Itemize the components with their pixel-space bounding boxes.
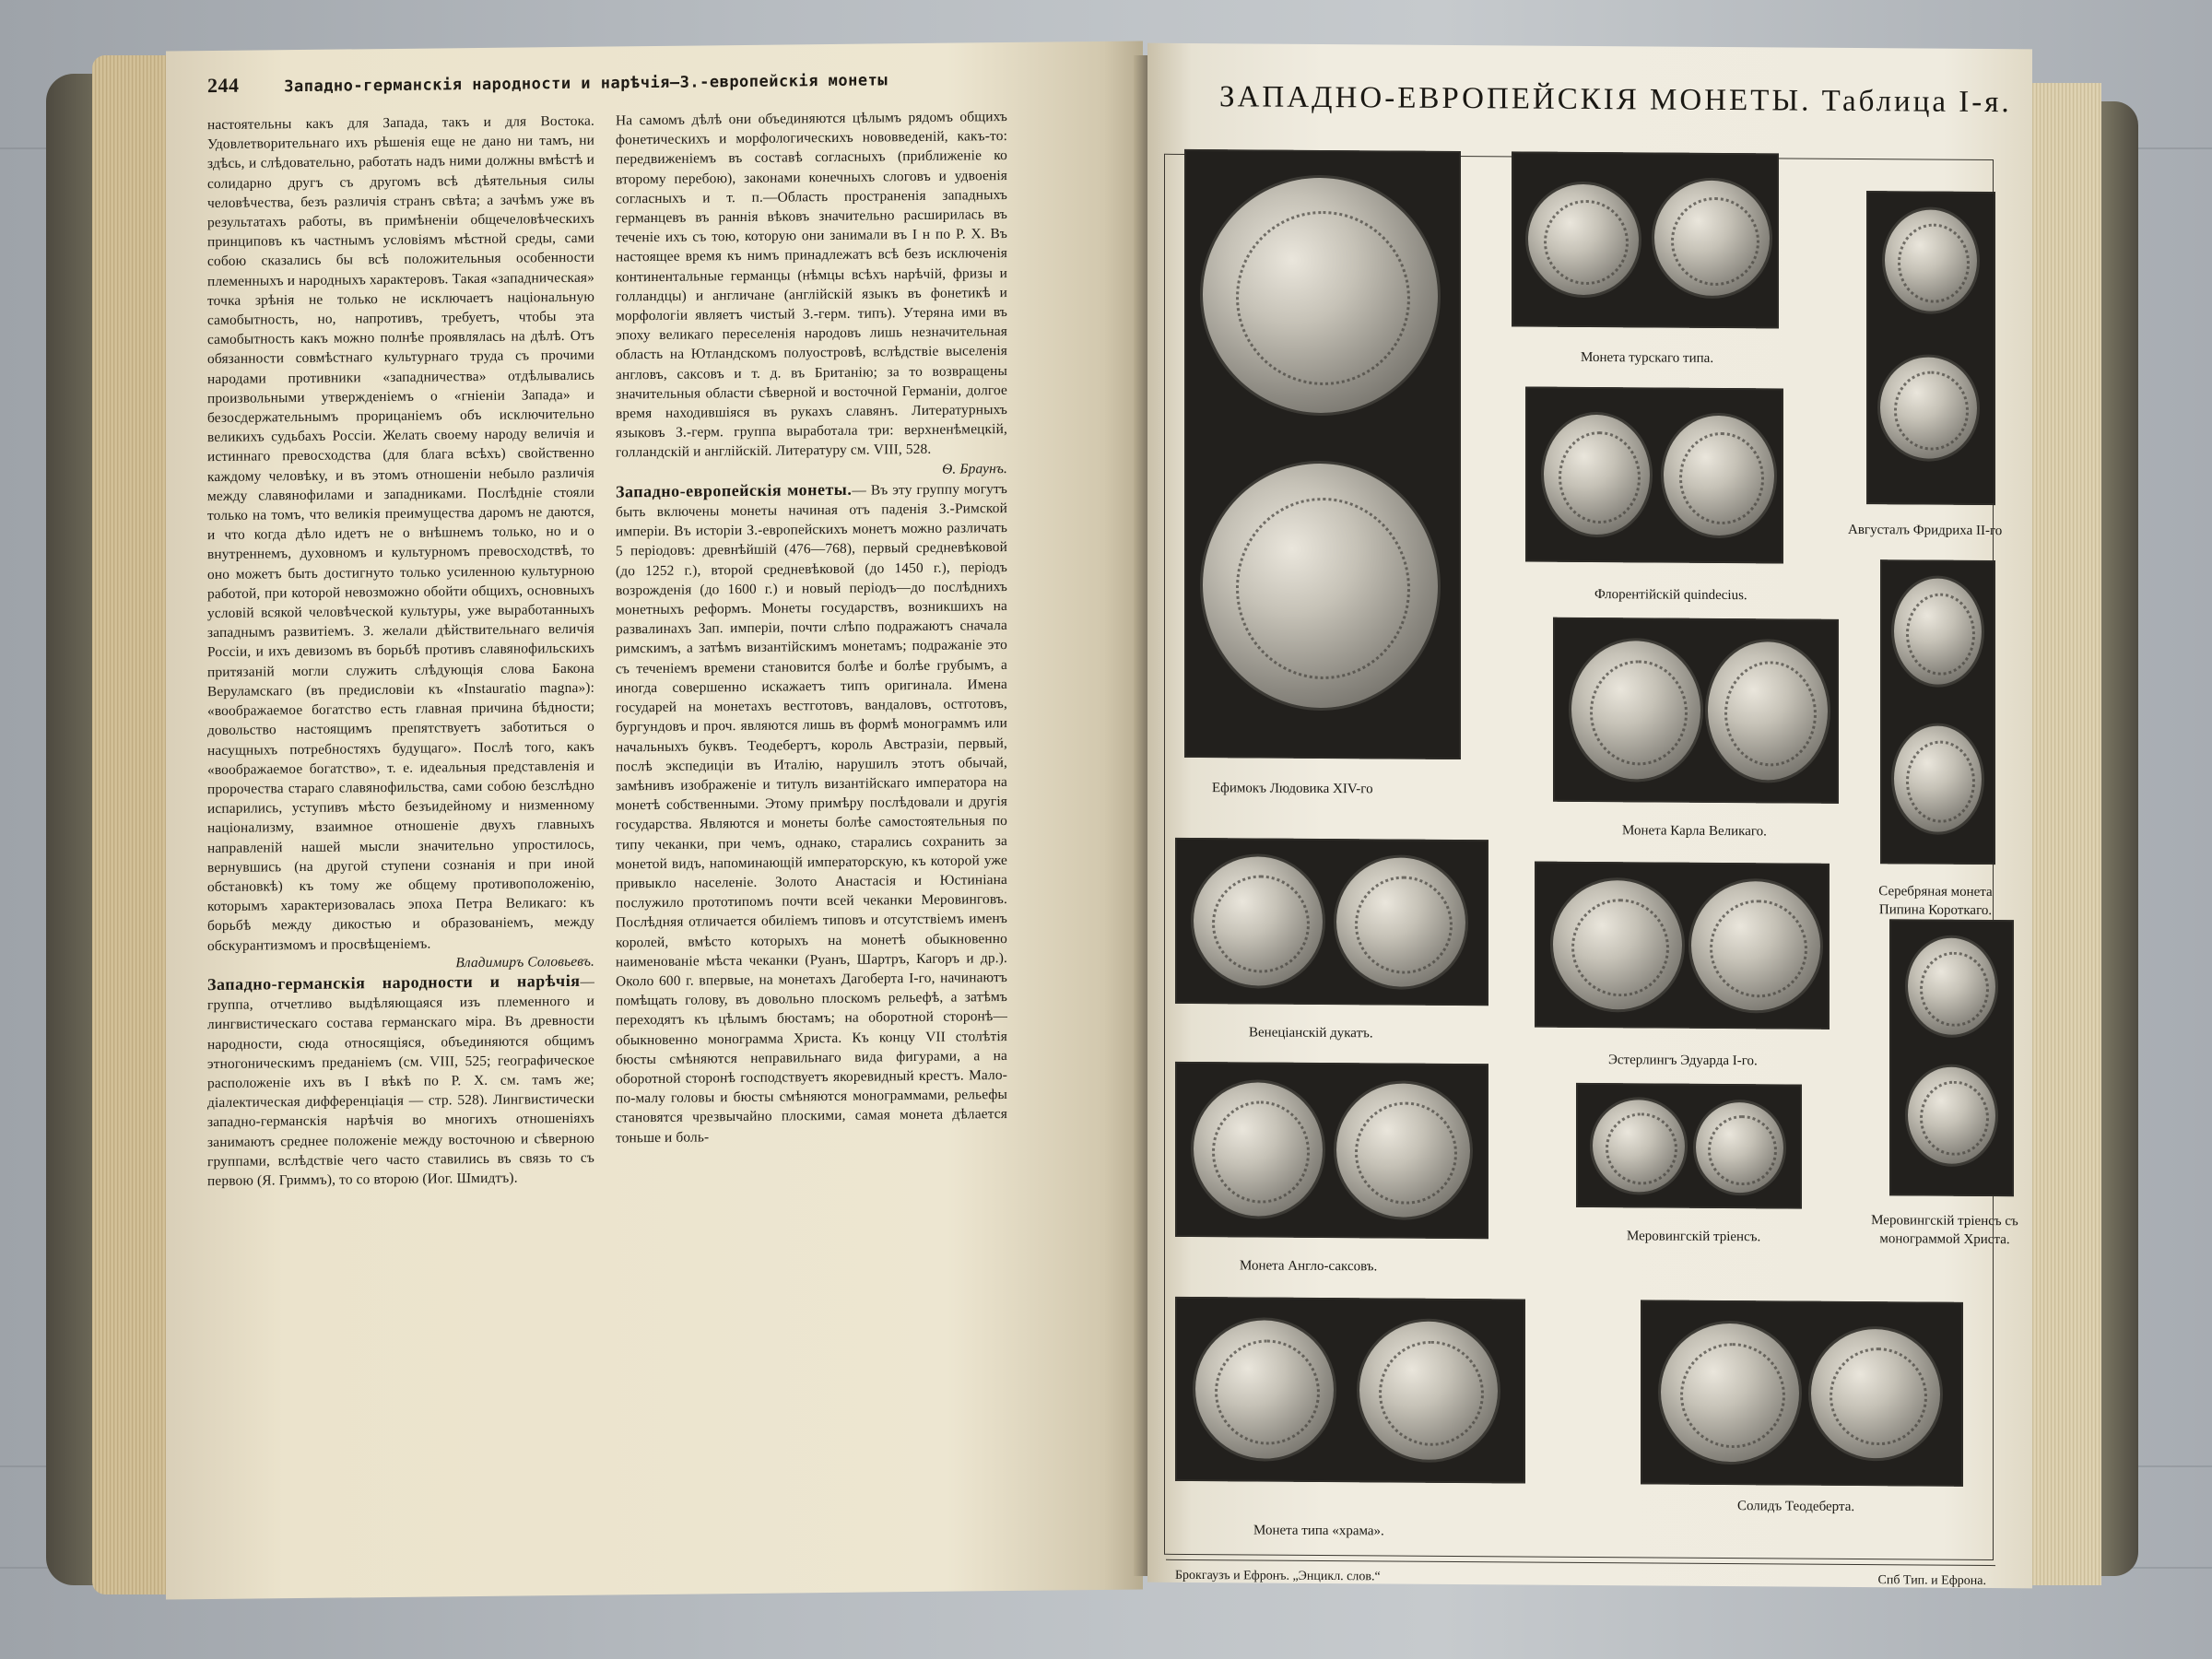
coin-plate-merov	[1576, 1083, 1802, 1209]
coin-image	[1708, 641, 1828, 781]
coin-image	[1661, 1324, 1799, 1463]
coin-plate-avgustal	[1866, 191, 1995, 505]
footer-publisher: Брокгаузъ и Ефронъ. „Энцикл. слов.“	[1175, 1568, 1381, 1584]
caption: Меровингскій тріенсъ.	[1627, 1229, 1761, 1245]
coin-image	[1195, 1320, 1334, 1459]
footer-rule	[1166, 1559, 1995, 1566]
coin-image	[1336, 857, 1465, 987]
coin-image	[1593, 1100, 1685, 1193]
paragraph: настоятельны какъ для Запада, такъ и для Востока. Удовлетворительнаго ихъ рѣшенія еще не дано ни тамъ, ни здѣсь, и слѣдовательно, работать надъ ними должны вмѣстѣ и солидарно другъ съ другомъ всѣ дѣятельныя силы человѣчества, безъ различія странъ свѣта; а зачѣмъ уже въ результатахъ работы, въ примѣненіи общечеловѣческихъ принциповъ къ частнымъ условіямъ мѣстной среды, сами собою сказались бы всѣ положительныя особенности племенныхъ и народныхъ характеровъ. Такая «западническая» точка зрѣнія не только не исключаетъ національную самобытность, но, напротивъ, требуетъ, чтобы эта самобытность какъ можно полнѣе проявлялась на дѣлѣ. Отъ обязанности совмѣстнаго культурнаго труда съ прочими народами противники «западничества» отдѣлывались произвольными утвержденіемъ о «гніеніи Запада» и безосдержательнымъ прорицаніемъ объ исключительно великихъ судьбахъ Россіи. Желать своему народу величія и истиннаго превосходства (для блага всѣхъ) свойственно каждому человѣку, и въ этомъ отношеніи небыло различія между славянофилами и западниками. Послѣдніе стояли только на томъ, что великія преимущества даромъ не даются, и что когда дѣло идетъ не о внѣшнемъ только, но и о внутреннемъ, духовномъ и культурномъ превосходствѣ, то оно можетъ быть достигнуто только усиленною культурною работой, при которой невозможно обойти общихъ, основныхъ условій всякой человѣческой культуры, уже выработанныхъ западнымъ развитіемъ. З. желали дѣйствительнаго величія Россіи, и ихъ девизомъ въ борьбѣ противъ славянофильскихъ притязаній могли служить слѣдующія слова Бакона Веруламскаго (въ предисловіи къ «Instauratio magna»): «воображаемое богатство есть главная причина бѣдности; довольство настоящимъ препятствуетъ заботиться о насущныхъ потребностяхъ будущаго». Послѣ того, какъ «воображаемое богатство», т. е. идеальныя представленія и пророчества стараго славянофильства, сами собою безслѣдно испарились, уступивъ мѣсто безъидейному и низменному націонализму, взаимное отношеніе двухъ главныхъ направленій нашей мысли значительно упростилось, вернувшись (на другой ступени сознанія и при иной обстановкѣ) къ тому же общему противоположенію, которымъ характеризовалась эпоха Петра Великаго: къ борьбѣ между дикостью и образованіемъ, между обскурантизмомъ и просвѣщеніемъ.	[207, 112, 594, 954]
signature: Владимиръ Соловьевъ.	[455, 953, 594, 971]
coin-image	[1203, 177, 1438, 414]
coin-image	[1194, 1082, 1323, 1217]
coin-image	[1553, 880, 1682, 1010]
coin-plate-pipin	[1880, 559, 1995, 865]
coin-image	[1528, 184, 1639, 296]
coin-image	[1194, 856, 1323, 986]
right-page	[1147, 43, 2032, 1589]
open-book	[46, 18, 2138, 1618]
caption: Монета Англо-саксовъ.	[1240, 1258, 1378, 1275]
coin-plate-karl	[1553, 618, 1839, 804]
article-text: — Въ эту группу могутъ быть включены монеты начиная отъ паденія З.-Римской имперіи. Въ исторіи З.-европейскихъ монетъ можно различать 5 періодовъ: древнѣйшій (476—768), первый средневѣковой (до 1252 г.), второй средневѣковой (до 1450 г.), періодъ возрожденія (до 1600 г.) и новый періодъ—до послѣднихъ монетныхъ реформъ. Монеты государствъ, возникшихъ на развалинахъ Зап. имперіи, почти слѣпо подражаютъ сначала римскимъ, а затѣмъ византійскимъ монетамъ; подражаніе это съ теченіемъ времени становится болѣе и болѣе грубымъ, а иногда совершенно искажаетъ типъ оригинала. Имена государей на монетахъ вестготовъ, вандаловъ, остготовъ, бургундовъ и проч. являются лишь въ формѣ монограммъ или начальныхъ буквъ. Теодебертъ, король Австразіи, первый, послѣ экспедиціи въ Италію, нарушилъ этотъ обычай, замѣнивъ изображеніе и титулъ византійскаго императора на монетѣ собственными. Этому примѣру послѣдовали и другія государства. Являются и монеты болѣе самостоятельныя по типу чеканки, при чемъ, однако, старались сохранить за монетой видъ, напоминающій императорскую, къ которой уже привыкло населеніе. Золото Анастасія и Юстиніана послужило прототипомъ почти всей чеканки Меровинговъ. Послѣдняя отличается обиліемъ типовъ и отсутствіемъ именъ королей, вмѣсто которыхъ на монетѣ обыкновенно наименованіе мѣста чеканки (Руанъ, Шартръ, Кагоръ и др.). Около 600 г. впервые, на монетахъ Дагоберта I-го, начинаютъ помѣщать голову, въ довольно плоскомъ рельефѣ, а затѣмъ переходятъ къ цѣлымъ бюстамъ; на оборотной сторонѣ—обыкновенно монограмма Христа. Къ концу VII столѣтія бюсты смѣняются неправильнаго вида фигурами, а на оборотной сторонѣ господствуетъ якоревидный крестъ. Мало-по-малу головы и бюсты смѣняются монограммами, рельефы становятся чрезвычайно плоскими, самая монета дѣлается тоньше и боль-	[616, 480, 1007, 1147]
coin-image	[1359, 1321, 1498, 1460]
caption: Августалъ Фридриха II-го	[1848, 522, 2003, 539]
coin-image	[1336, 1083, 1470, 1218]
page-edges-left	[92, 55, 175, 1594]
text-column-1	[207, 112, 594, 1562]
caption: Монета типа «храма».	[1253, 1523, 1384, 1539]
caption: Серебряная монета Пипина Короткаго.	[1878, 884, 1993, 919]
coin-image	[1691, 881, 1820, 1011]
caption: Флорентійскій quindecius.	[1594, 587, 1747, 604]
coin-image	[1664, 416, 1774, 536]
coin-plate-hram	[1175, 1297, 1525, 1484]
coin-image	[1811, 1329, 1940, 1459]
coin-plate-louis	[1184, 149, 1461, 759]
coin-plate-esterling	[1535, 862, 1830, 1030]
coin-image	[1696, 1102, 1783, 1194]
left-page	[166, 41, 1143, 1599]
caption: Эстерлингъ Эдуарда I-го.	[1608, 1053, 1758, 1069]
coin-image	[1908, 1066, 1995, 1164]
footer-printer: Спб Тип. и Ефрона.	[1877, 1573, 1986, 1589]
caption: Монета турскаго типа.	[1581, 349, 1714, 366]
caption: Монета Карла Великаго.	[1622, 823, 1767, 840]
article-text: — группа, отчетливо выдѣляющаяся изъ племенного и лингвистическаго состава германскаго міра. Въ древности народности, сюда относящіяся, объединяются общимъ этногоническимъ преданіемъ (см. VIII, 525; географическое расположеніе ихъ въ I вѣкѣ по Р. Х. см. тамъ же; діалектическая дифференціація — стр. 528). Лингвистически западно-германскія нарѣчія во многихъ отношеніяхъ занимаютъ среднее положеніе между восточною и сѣверною группами, вслѣдствіе чего часто ставились въ связь то съ первою (Я. Гриммъ), то со второю (Иог. Шмидтъ).	[207, 973, 594, 1190]
coin-image	[1654, 180, 1770, 296]
coin-image	[1880, 357, 1977, 459]
caption: Солидъ Теодеберта.	[1737, 1499, 1855, 1515]
page-number: 244	[207, 73, 240, 98]
coin-plate-merov-mono	[1889, 919, 2014, 1196]
coin-plate-venice	[1175, 838, 1488, 1006]
coin-image	[1908, 937, 1995, 1035]
coin-image	[1885, 209, 1977, 312]
signature: Ѳ. Браунъ.	[942, 460, 1007, 477]
coin-plate-anglo	[1175, 1062, 1488, 1239]
plate-title: ЗАПАДНО-ЕВРОПЕЙСКІЯ МОНЕТЫ. Таблица I-я.	[1219, 80, 2012, 120]
running-head	[207, 65, 963, 98]
coin-plate-turskago	[1512, 151, 1779, 328]
paragraph: На самомъ дѣлѣ они объединяются цѣлымъ рядомъ общихъ фонетическихъ и морфологическихъ нововведеній, какъ-то: передвиженіемъ въ составѣ согласныхъ (приближеніе ко второму перебою), законами конечныхъ слоговъ и удвоенія согласныхъ и т. п.—Область пространенія западныхъ германцевъ въ раннія вѣковъ значительно расширилась въ теченіе ихъ съ тою, которую они занимали въ I н по Р. Х. Въ настоящее время къ нимъ принадлежатъ всѣ безъ исключенія континентальные германцы (нѣмцы всѣхъ нарѣчій, фризы и голландцы) и англичане (англійскій языкъ въ фонетикѣ и морфологіи являетъ чистый З.-герм. типъ). Утерянa ими въ эпоху великаго переселенія народовъ лишь незначительная область на Ютландскомъ полуостровѣ, вслѣдствіе выселенія англовъ, саксовъ и т. д. въ Британію; за то возвращены значительныя области сѣверной и восточной Германіи, долгое время находившіяся въ рукахъ славянъ. Литературныхъ языковъ З.-герм. группа выработала три: верхненѣмецкій, голландскій и англійскій. Литературу см. VIII, 528.	[616, 108, 1007, 461]
caption: Меровингскій тріенсъ съ монограммой Христа.	[1871, 1213, 2018, 1248]
coin-image	[1894, 725, 1982, 832]
caption: Венеціанскій дукатъ.	[1249, 1025, 1373, 1041]
coin-image	[1544, 415, 1650, 535]
article-heading: Западно-европейскія монеты.	[616, 479, 853, 501]
article-heading: Западно-германскія народности и нарѣчія	[207, 971, 581, 994]
text-column-2	[616, 107, 1007, 1558]
caption: Ефимокъ Людовика XIV-го	[1212, 781, 1373, 797]
coin-plate-solid	[1641, 1300, 1963, 1486]
coin-plate-florence	[1525, 387, 1783, 564]
article-entry	[616, 478, 1007, 1147]
coin-image	[1894, 578, 1982, 685]
running-head-text: Западно-германскія народности и нарѣчія—З.-европейскія монеты	[284, 71, 888, 97]
coin-image	[1203, 463, 1438, 709]
coin-image	[1571, 641, 1700, 780]
article-entry	[207, 971, 594, 1192]
